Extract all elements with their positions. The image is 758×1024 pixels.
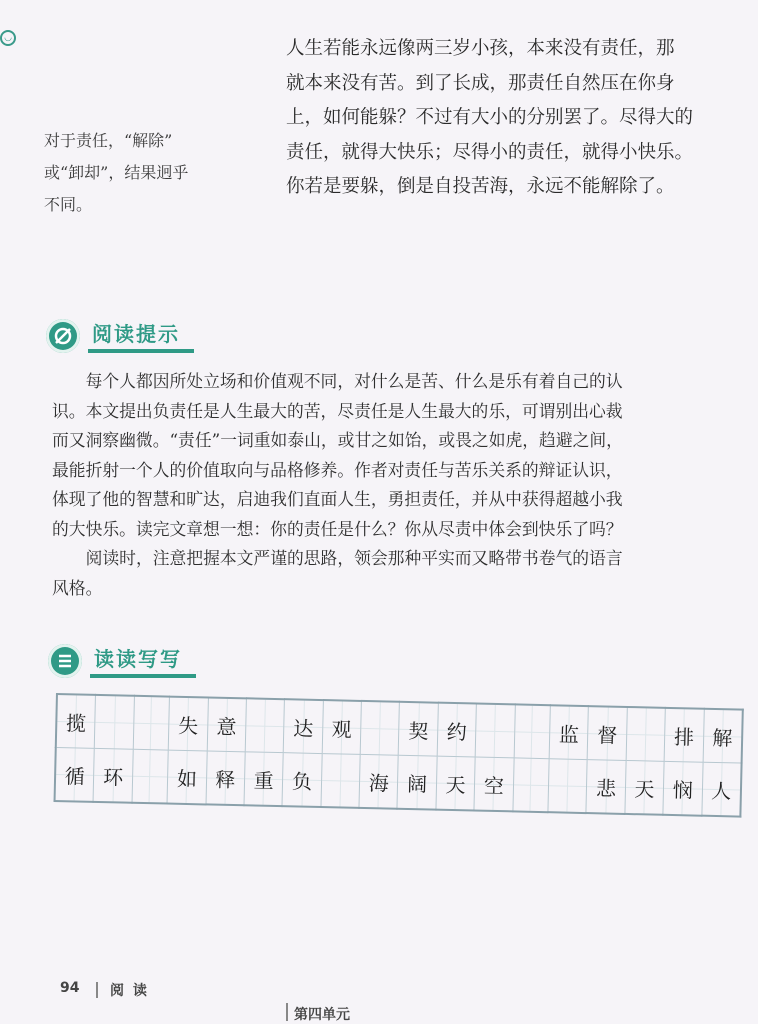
grid-cell: 督: [588, 706, 628, 760]
grid-cell: 解: [703, 709, 743, 763]
margin-note: [44, 125, 244, 221]
hint-line: 识。本文提出负责任是人生最大的苦，尽责任是人生最大的乐，可谓别出心裁: [52, 400, 623, 421]
grid-cell: 人: [701, 762, 741, 816]
body-line: 你若是要躲，倒是自投苦海，永远不能解除了。: [286, 176, 675, 197]
grid-cell: 达: [284, 699, 324, 753]
body-line: 就本来没有苦。到了长成，那责任自然压在你身: [286, 72, 675, 94]
grid-cell: [321, 754, 361, 808]
margin-note-line: 对于责任，“解除”: [44, 131, 173, 150]
grid-cell: [132, 749, 169, 803]
grid-cell: 环: [93, 748, 133, 802]
grid-cell: 释: [206, 751, 246, 805]
reading-hint-icon: [46, 319, 80, 353]
body-line: 责任，就得大快乐；尽得小的责任，就得小快乐。: [286, 141, 694, 163]
grid-cell: 海: [359, 754, 399, 808]
hint-line: 体现了他的智慧和旷达，启迪我们直面人生，勇担责任，并从中获得超越小我: [52, 489, 623, 509]
grid-cell: [360, 701, 400, 755]
reading-hint-text: [52, 367, 752, 603]
grid-cell: 监: [549, 705, 589, 759]
grid-cell: 契: [399, 702, 439, 756]
grid-cell: [514, 704, 551, 758]
margin-note-line: 或“卸却”，结果迥乎: [44, 163, 189, 182]
grid-cell: 约: [437, 703, 477, 757]
footer-divider: [96, 982, 98, 998]
read-write-icon: [48, 644, 82, 678]
hint-line: 而又洞察幽微。“责任”一词重如泰山，或甘之如饴，或畏之如虎，趋避之间，: [52, 430, 623, 450]
grid-cell: 悯: [663, 761, 703, 815]
grid-cell: 负: [282, 753, 322, 807]
writing-grid: [54, 693, 744, 813]
grid-cell: 意: [207, 697, 247, 751]
footer-unit: 第四单元: [294, 1007, 350, 1023]
grid-cell: [548, 759, 588, 813]
read-write-title: 读读写写: [90, 643, 196, 678]
grid-cell: 如: [167, 750, 207, 804]
reading-hint-title: 阅读提示: [88, 318, 194, 353]
grid-cell: 观: [322, 700, 362, 754]
grid-cell: [475, 704, 515, 758]
grid-cell: 失: [168, 697, 208, 751]
read-write-header: [48, 643, 196, 678]
grid-cell: 循: [55, 748, 95, 802]
grid-cell: 空: [474, 757, 514, 811]
grid-cell: 重: [244, 752, 284, 806]
grid-cell: [133, 696, 170, 750]
footer-divider: [286, 1003, 288, 1021]
grid-cell: 排: [664, 708, 704, 762]
grid-cell: 阔: [397, 755, 437, 809]
grid-cell: 悲: [586, 760, 626, 814]
grid-cell: 揽: [56, 694, 96, 748]
margin-note-line: 不同。: [44, 195, 93, 214]
page-number: 94: [60, 980, 80, 996]
smiley-icon: ◡: [0, 30, 16, 46]
grid-cell: 天: [436, 756, 476, 810]
grid-cell: [513, 758, 550, 812]
body-line: 上，如何能躲？不过有大小的分别罢了。尽得大的: [286, 107, 694, 128]
grid-cell: [95, 695, 135, 749]
footer-label: 阅 读: [110, 983, 149, 999]
body-line: 人生若能永远像两三岁小孩，本来没有责任，那: [286, 38, 675, 59]
hint-line: 阅读时，注意把握本文严谨的思路，领会那种平实而又略带书卷气的语言: [85, 548, 623, 568]
hint-line: 风格。: [52, 577, 103, 598]
grid-cell: 天: [625, 760, 665, 814]
writing-grid-table: [54, 693, 744, 818]
grid-cell: [626, 707, 666, 761]
reading-hint-header: [46, 318, 194, 353]
body-paragraph: [286, 32, 758, 205]
grid-cell: [245, 698, 285, 752]
hint-line: 最能折射一个人的价值取向与品格修养。作者对责任与苦乐关系的辩证认识，: [52, 459, 623, 480]
hint-line: 每个人都因所处立场和价值观不同，对什么是苦、什么是乐有着自己的认: [85, 371, 623, 391]
hint-line: 的大快乐。读完文章想一想：你的责任是什么？你从尽责中体会到快乐了吗？: [52, 518, 623, 539]
